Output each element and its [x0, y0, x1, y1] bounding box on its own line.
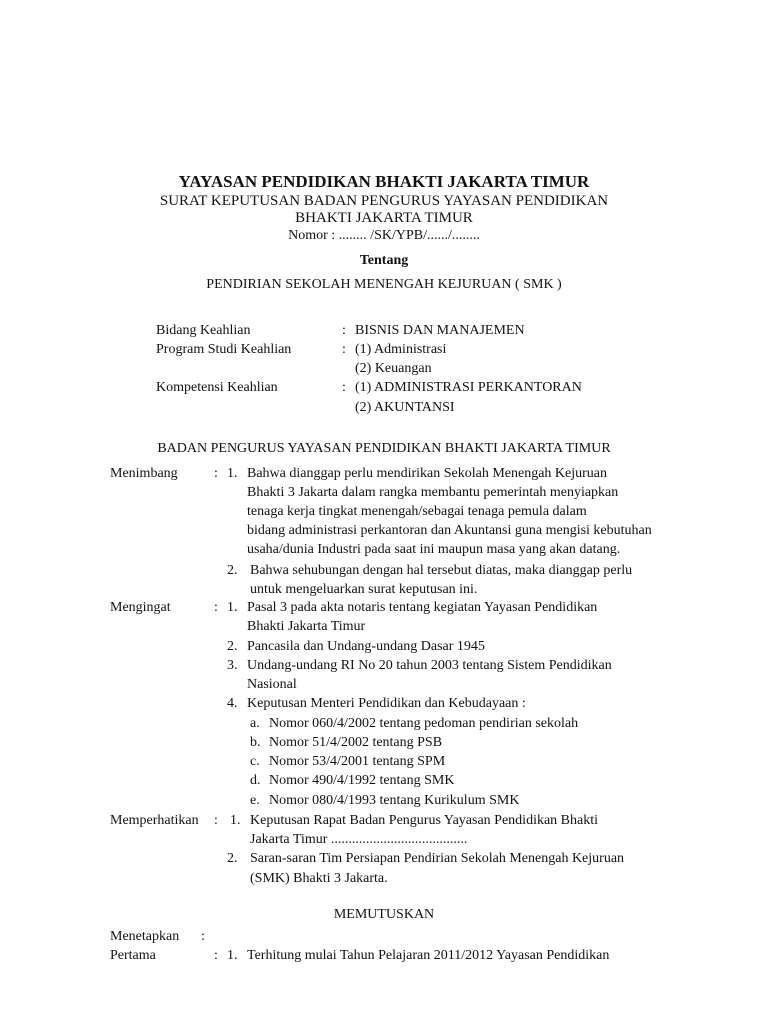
kompetensi-colon: :: [342, 380, 346, 395]
mengingat-text-3-line-1: Undang-undang RI No 20 tahun 2003 tentang Sistem Pendidikan: [247, 658, 612, 673]
decree-subject: PENDIRIAN SEKOLAH MENENGAH KEJURUAN ( SMK ): [206, 277, 562, 292]
program-item-2: (2) Keuangan: [355, 361, 432, 376]
decree-number: Nomor : ........ /SK/YPB/....../........: [288, 228, 480, 243]
mengingat-text-4: Keputusan Menteri Pendidikan dan Kebudayaan :: [247, 696, 526, 711]
board-heading: BADAN PENGURUS YAYASAN PENDIDIKAN BHAKTI JAKARTA TIMUR: [157, 441, 611, 456]
mengingat-number-1: 1.: [227, 600, 238, 615]
memperhatikan-text-2-line-2: (SMK) Bhakti 3 Jakarta.: [250, 871, 388, 886]
mengingat-sub-letter-d: d.: [250, 773, 261, 788]
mengingat-sub-text-b: Nomor 51/4/2002 tentang PSB: [269, 735, 443, 750]
mengingat-sub-letter-b: b.: [250, 735, 261, 750]
menimbang-text-1-line-5: usaha/dunia Industri pada saat ini maupun masa yang akan datang.: [247, 542, 621, 557]
bidang-label: Bidang Keahlian: [156, 323, 251, 338]
pertama-number-1: 1.: [227, 948, 238, 963]
mengingat-number-3: 3.: [227, 658, 238, 673]
mengingat-label: Mengingat: [110, 600, 171, 615]
mengingat-text-1-line-2: Bhakti Jakarta Timur: [247, 619, 366, 634]
mengingat-number-4: 4.: [227, 696, 238, 711]
document-title: YAYASAN PENDIDIKAN BHAKTI JAKARTA TIMUR: [178, 172, 590, 191]
pertama-colon: :: [214, 948, 218, 963]
menimbang-text-1-line-3: tenaga kerja tingkat menengah/sebagai tenaga pemula dalam: [247, 504, 587, 519]
memperhatikan-text-1-line-1: Keputusan Rapat Badan Pengurus Yayasan Pendidikan Bhakti: [250, 813, 599, 828]
decree-title-line-2: BHAKTI JAKARTA TIMUR: [295, 210, 473, 226]
menimbang-text-1-line-1: Bahwa dianggap perlu mendirikan Sekolah Menengah Kejuruan: [247, 466, 608, 481]
mengingat-sub-text-e: Nomor 080/4/1993 tentang Kurikulum SMK: [269, 793, 520, 808]
menimbang-text-2-line-2: untuk mengeluarkan surat keputusan ini.: [250, 582, 478, 597]
program-item-1: (1) Administrasi: [355, 342, 447, 357]
mengingat-text-1-line-1: Pasal 3 pada akta notaris tentang kegiatan Yayasan Pendidikan: [247, 600, 598, 615]
bidang-colon: :: [342, 323, 346, 338]
pertama-label: Pertama: [110, 948, 156, 963]
menimbang-text-1-line-4: bidang administrasi perkantoran dan Akuntansi guna mengisi kebutuhan: [247, 523, 652, 538]
kompetensi-item-2: (2) AKUNTANSI: [355, 400, 455, 415]
mengingat-sub-text-c: Nomor 53/4/2001 tentang SPM: [269, 754, 446, 769]
tentang-heading: Tentang: [359, 253, 409, 268]
kompetensi-label: Kompetensi Keahlian: [156, 380, 278, 395]
menimbang-label: Menimbang: [110, 466, 178, 481]
mengingat-sub-text-a: Nomor 060/4/2002 tentang pedoman pendirian sekolah: [269, 716, 579, 731]
program-label: Program Studi Keahlian: [156, 342, 292, 357]
menetapkan-colon: :: [201, 929, 205, 944]
memperhatikan-text-2-line-1: Saran-saran Tim Persiapan Pendirian Sekolah Menengah Kejuruan: [250, 851, 625, 866]
mengingat-sub-letter-a: a.: [250, 716, 260, 731]
mengingat-sub-letter-e: e.: [250, 793, 260, 808]
mengingat-text-2: Pancasila dan Undang-undang Dasar 1945: [247, 639, 485, 654]
pertama-text-1: Terhitung mulai Tahun Pelajaran 2011/2012 Yayasan Pendidikan: [247, 948, 610, 963]
mengingat-number-2: 2.: [227, 639, 238, 654]
mengingat-text-3-line-2: Nasional: [247, 677, 297, 692]
memperhatikan-text-1-line-2: Jakarta Timur .......................................: [250, 832, 468, 847]
menimbang-number-2: 2.: [227, 563, 238, 578]
bidang-value: BISNIS DAN MANAJEMEN: [355, 323, 525, 338]
memperhatikan-colon: :: [214, 813, 218, 828]
menimbang-colon: :: [214, 466, 218, 481]
memutuskan-heading: MEMUTUSKAN: [333, 907, 435, 922]
memperhatikan-label: Memperhatikan: [110, 813, 199, 828]
menimbang-text-2-line-1: Bahwa sehubungan dengan hal tersebut diatas, maka dianggap perlu: [250, 563, 633, 578]
mengingat-sub-text-d: Nomor 490/4/1992 tentang SMK: [269, 773, 455, 788]
mengingat-sub-letter-c: c.: [250, 754, 260, 769]
memperhatikan-number-1: 1.: [230, 813, 241, 828]
menimbang-number-1: 1.: [227, 466, 238, 481]
program-colon: :: [342, 342, 346, 357]
kompetensi-item-1: (1) ADMINISTRASI PERKANTORAN: [355, 380, 582, 395]
memperhatikan-number-2: 2.: [227, 851, 238, 866]
menetapkan-label: Menetapkan: [110, 929, 180, 944]
decree-title-line-1: SURAT KEPUTUSAN BADAN PENGURUS YAYASAN PENDIDIKAN: [159, 193, 609, 209]
mengingat-colon: :: [214, 600, 218, 615]
menimbang-text-1-line-2: Bhakti 3 Jakarta dalam rangka membantu pemerintah menyiapkan: [247, 485, 619, 500]
